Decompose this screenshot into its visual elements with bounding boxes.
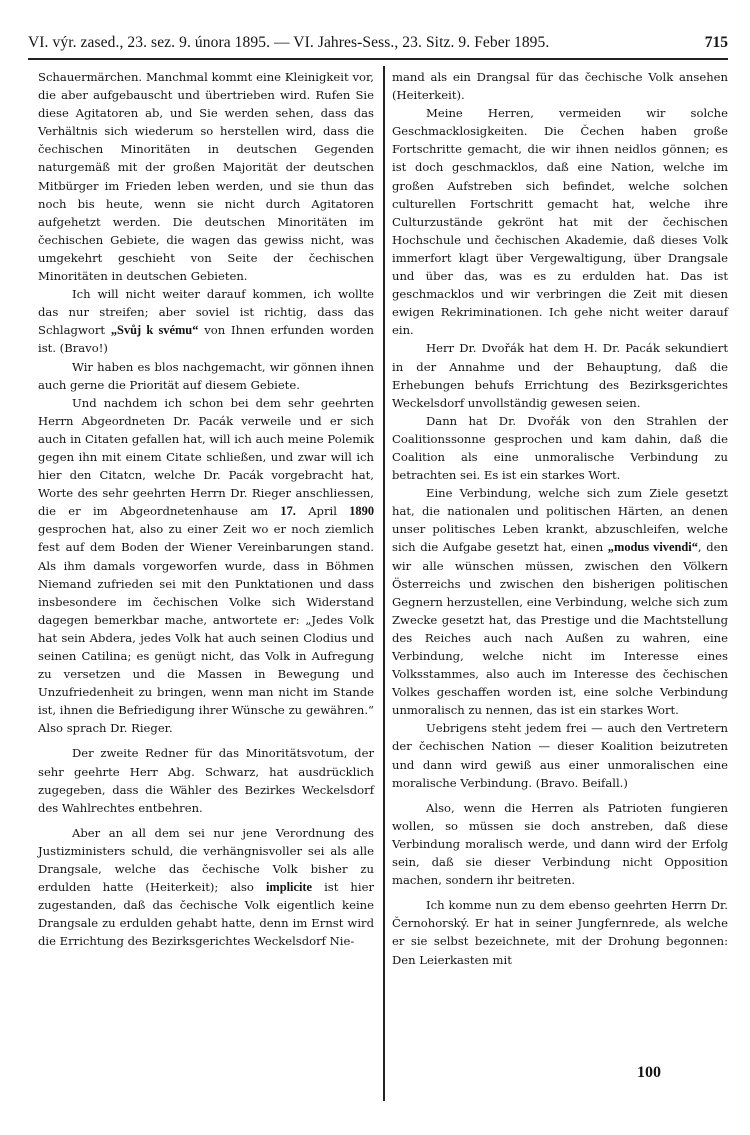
- paragraph: Herr Dr. Dvořák hat dem H. Dr. Pacák sekundiert in der Annahme und der Behauptung, daß die Erhebungen behufs Errichtung des Bezirksgerichtes Weckelsdorf unvollständig gewesen seien.: [392, 341, 728, 410]
- paragraph: Meine Herren, vermeiden wir solche Geschmacklosigkeiten. Die Čechen haben große Fortschritte gemacht, die wir ihnen neidlos gönnen; es ist doch geschmacklos, daß eine Nation, welche im großen Aufstreben sich befindet, welche solchen culturellen Fortschritt gemacht hat, welche ihre Culturzustände gekrönt hat mit der čechischen Hochschule und čechischen Akademie, daß dieses Volk immerfort klagt über Vergewaltigung, über Drangsale und über das, was es zu erdulden hat. Das ist geschmacklos und wir verbringen die Zeit mit diesen ewigen Rekriminationen. Ich gehe nicht weiter darauf ein.: [392, 106, 728, 338]
- right-column: [392, 68, 728, 969]
- paragraph-text: Aber an all dem sei nur jene Verordnung des Justizministers schuld, die verhängnisvoller sei als alle Drangsale, welche das čechische Volk bisher zu erdulden hatte (Heiterkeit); also: [38, 825, 374, 895]
- paragraph-text: Eine Verbindung, welche sich zum Ziele gesetzt hat, die nationalen und politischen Härten, an denen unser politisches Leben krankt, abzuschleifen, welche sich die Aufgabe gesetzt hat, einen: [392, 486, 728, 555]
- date-year: 1890: [349, 504, 375, 519]
- latin-term: „modus vivendi“: [607, 540, 698, 555]
- paragraph-text: April: [295, 504, 350, 519]
- paragraph: [38, 394, 374, 738]
- paragraph-text: ist hier zugestanden, daß das čechische Volk eigentlich keine Drangsale zu erdulden gehabt hatte, denn im Ernst wird die Errichtung des Bezirksgerichtes Weckelsdorf Nie-: [38, 880, 375, 949]
- quoted-slogan: „Svůj k svému“: [110, 323, 199, 338]
- paragraph-text: von Ihnen erfunden worden ist. (Bravo!): [38, 323, 375, 356]
- header-rule: [28, 58, 728, 60]
- paragraph: Also, wenn die Herren als Patrioten fungieren wollen, so müssen sie doch anstreben, daß diese Verbindung moralisch werde, und dann wird der Erfolg sein, daß sie dieser Verbindung nicht Opposition machen, sondern ihr beitreten.: [392, 800, 728, 888]
- paragraph: [392, 484, 728, 719]
- paragraph: Schauermärchen. Manchmal kommt eine Kleinigkeit vor, die aber aufgebauscht und übertrieben wird. Rufen Sie diese Agitatoren ab, und Sie werden sehen, dass das Verhältnis sich wiederum so herstellen wird, dass die čechischen Minoritäten in deutschen Gegenden naturgemäß mit der großen Majorität der deutschen Mitbürger im Frieden leben werden, und sie thun das noch bis heute, wenn sie nicht durch Agitatoren aufgehetzt werden. Die deutschen Minoritäten im čechischen Gebiete, die wagen das gewiss nicht, was umgekehrt geschieht von Seite der čechischen Minoritäten in deutschen Gebieten.: [38, 70, 374, 284]
- column-divider: [383, 66, 385, 1101]
- latin-term: implicite: [265, 880, 313, 895]
- paragraph: [38, 824, 374, 951]
- sheet-folio-number: 100: [637, 1064, 661, 1081]
- paragraph: mand als ein Drangsal für das čechische Volk ansehen (Heiterkeit).: [392, 70, 728, 103]
- paragraph: Wir haben es blos nachgemacht, wir gönnen ihnen auch gerne die Priorität auf diesem Gebiete.: [38, 359, 374, 392]
- paragraph: [38, 285, 374, 357]
- header-session-info: VI. výr. zased., 23. sez. 9. února 1895. — VI. Jahres-Sess., 23. Sitz. 9. Feber 1895.: [28, 34, 550, 51]
- paragraph: Ich komme nun zu dem ebenso geehrten Herrn Dr. Černohorský. Er hat in seiner Jungfernrede, als welche er sie selbst bezeichnete, mit der Drohung begonnen: Den Leierkasten mit: [392, 898, 728, 967]
- paragraph-text: gesprochen hat, also zu einer Zeit wo er noch ziemlich fest auf dem Boden der Wiener Vereinbarungen stand. Als ihm damals vorgeworfen wurde, dass in Böhmen Niemand zufrieden sei mit den Punktationen und dass insbesondere im čechischen Volke sich Widerstand dagegen bemerkbar mache, antwortete er: „Jedes Volk hat sein Abdera, jedes Volk hat auch seinen Clodius und seinen Catilina; es genügt nicht, das Volk in Aufregung zu versetzen und die Massen in Bewegung und Unzufriedenheit zu bringen, wenn man nicht im Stande ist, ihnen die Befriedigung ihrer Wünsche zu gewähren.“ Also sprach Dr. Rieger.: [38, 522, 374, 736]
- paragraph-text: , den wir alle wünschen müssen, zwischen den Völkern Österreichs und zwischen den bisherigen politischen Gegnern herzustellen, eine Verbindung, welche sich zum Zwecke gesetzt hat, das Prestige und die Machtstellung des Reiches auch nach Außen zu wahren, eine Verbindung, welche nicht im Interesse eines Volksstammes, also auch im Interesse des čechischen Volkes geschaffen worden ist, eine solche Verbindung unmoralisch zu nennen, das ist ein starkes Wort.: [392, 540, 728, 718]
- date-day: 17.: [280, 504, 296, 519]
- header-page-number: 715: [704, 34, 728, 51]
- paragraph: Der zweite Redner für das Minoritätsvotum, der sehr geehrte Herr Abg. Schwarz, hat ausdrücklich zugegeben, dass die Wähler des Bezirkes Weckelsdorf des Wahlrechtes entbehren.: [38, 746, 374, 815]
- paragraph: Uebrigens steht jedem frei — auch den Vertretern der čechischen Nation — dieser Koalition beizutreten und dann wird gewiß aus einer unmoralischen eine moralische Verbindung. (Bravo. Beifall.): [392, 721, 728, 790]
- left-column: [38, 68, 374, 951]
- paragraph: Dann hat Dr. Dvořák von den Strahlen der Coalitionssonne gesprochen und kam dahin, daß die Coalition als eine unmoralische Verbindung zu betrachten sei. Es ist ein starkes Wort.: [392, 413, 728, 483]
- running-header: [28, 34, 728, 52]
- paragraph-text: Ich will nicht weiter darauf kommen, ich wollte das nur streifen; aber soviel ist richtig, dass das Schlagwort: [38, 287, 374, 338]
- paragraph-text: Und nachdem ich schon bei dem sehr geehrten Herrn Abgeordneten Dr. Pacák verweile und er sich auch in Citaten gefallen hat, will ich auch meine Polemik gegen ihn mit einem Citate schließen, und zwar will ich hier den Citatcn, welche Dr. Pacák vorgebracht hat, Worte des sehr geehrten Herrn Dr. Rieger anschliessen, die er im Abgeordnetenhause am: [38, 395, 374, 519]
